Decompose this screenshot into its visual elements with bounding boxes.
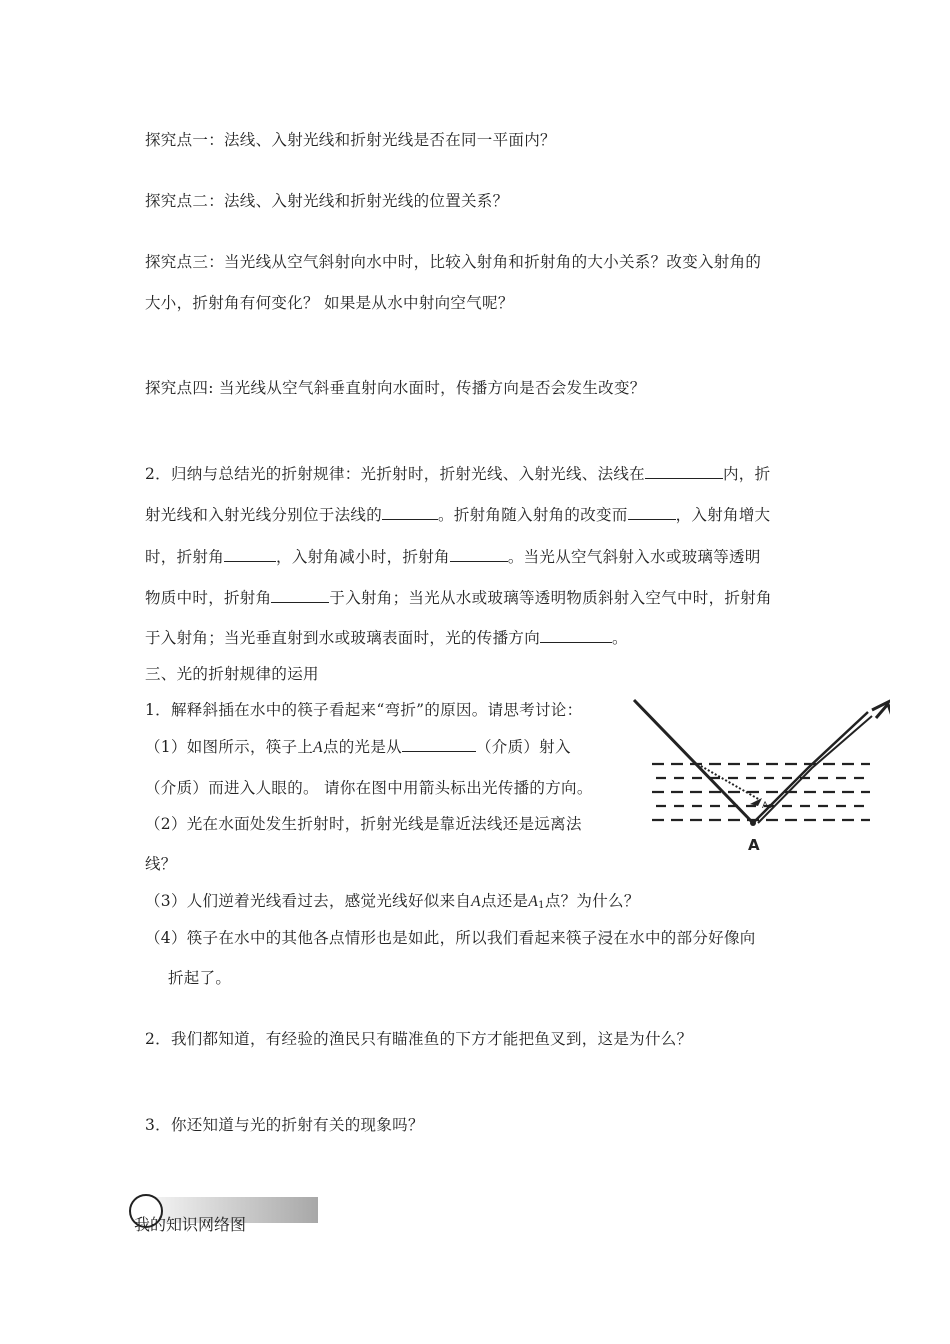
summary-text: 物质中时，折射角 <box>145 589 272 607</box>
summary-text: 。折射角随入射角的改变而 <box>438 506 628 524</box>
q-text: 点的光是从 <box>322 738 402 756</box>
knowledge-map-header <box>128 1192 318 1232</box>
knowledge-map-title: 我的知识网络图 <box>134 1215 247 1234</box>
summary-line-5 <box>145 626 628 648</box>
water-surface-dashes <box>652 764 870 820</box>
question-1-1-cont: （介质）而进入人眼的。 请你在图中用箭头标出光传播的方向。 <box>145 779 593 797</box>
summary-line-4 <box>145 586 772 608</box>
fill-blank[interactable] <box>628 504 676 520</box>
chopstick-refraction-figure <box>620 690 890 860</box>
fill-blank[interactable] <box>540 627 612 643</box>
question-1-2: （2）光在水面处发生折射时，折射光线是靠近法线还是远离法 <box>145 815 582 833</box>
summary-text: 射光线和入射光线分别位于法线的 <box>145 506 383 524</box>
q-text: （介质）射入 <box>475 738 571 756</box>
question-1: 1．解释斜插在水中的筷子看起来“弯折”的原因。请思考讨论： <box>145 701 583 719</box>
fill-blank[interactable] <box>645 463 723 479</box>
point-a-label: A <box>471 893 481 910</box>
fill-blank[interactable] <box>224 546 276 562</box>
summary-line-2 <box>145 503 770 525</box>
summary-text: ，入射角增大 <box>675 506 771 524</box>
question-1-1 <box>145 735 571 757</box>
point-a1-label: A <box>528 893 539 910</box>
fill-blank[interactable] <box>271 587 329 603</box>
apparent-point-mark <box>750 798 762 806</box>
q-text: （1）如图所示，筷子上 <box>145 738 314 756</box>
question-1-3 <box>145 889 640 911</box>
summary-text: 时，折射角 <box>145 548 225 566</box>
question-2: 2．我们都知道，有经验的渔民只有瞄准鱼的下方才能把鱼叉到，这是为什么？ <box>145 1030 693 1048</box>
explore-point-2: 探究点二：法线、入射光线和折射光线的位置关系？ <box>145 192 509 210</box>
summary-line-1 <box>145 462 770 484</box>
summary-text: 。当光从空气斜射入水或玻璃等透明 <box>507 548 761 566</box>
explore-point-4: 探究点四: 当光线从空气斜垂直射向水面时，传播方向是否会发生改变？ <box>145 379 646 397</box>
question-1-4: （4）筷子在水中的其他各点情形也是如此，所以我们看起来筷子浸在水中的部分好像向 <box>145 929 756 947</box>
figure-label-a: A <box>748 836 760 854</box>
question-1-2-cont: 线？ <box>145 855 177 873</box>
point-a-dot <box>750 820 756 826</box>
summary-text: 内，折 <box>722 465 771 483</box>
summary-text: 2．归纳与总结光的折射规律：光折射时，折射光线、入射光线、法线在 <box>145 465 645 483</box>
q-text: 点还是 <box>480 892 529 910</box>
question-3: 3．你还知道与光的折射有关的现象吗？ <box>145 1116 424 1134</box>
fill-blank[interactable] <box>402 736 476 752</box>
explore-point-3-line2: 大小，折射角有何变化？ 如果是从水中射向空气呢？ <box>145 294 514 312</box>
explore-point-3-line1: 探究点三：当光线从空气斜射向水中时，比较入射角和折射角的大小关系？改变入射角的 <box>145 253 762 271</box>
summary-text: 。 <box>612 629 628 647</box>
point-a1-subscript: 1 <box>538 900 545 911</box>
chopstick-line <box>634 700 753 823</box>
point-a-label: A <box>313 739 323 756</box>
figure-label-a1: A₁ <box>762 801 772 811</box>
summary-line-3 <box>145 545 761 567</box>
summary-text: ，入射角减小时，折射角 <box>276 548 450 566</box>
question-1-4-cont: 折起了。 <box>168 969 232 987</box>
fill-blank[interactable] <box>450 546 508 562</box>
explore-point-1: 探究点一：法线、入射光线和折射光线是否在同一平面内？ <box>145 131 556 149</box>
fill-blank[interactable] <box>382 504 438 520</box>
q-text: 点？为什么？ <box>544 892 640 910</box>
summary-text: 于入射角；当光垂直射到水或玻璃表面时，光的传播方向 <box>145 629 541 647</box>
q-text: （3）人们逆着光线看过去，感觉光线好似来自 <box>145 892 472 910</box>
section-3-heading: 三、光的折射规律的运用 <box>145 665 319 683</box>
summary-text: 于入射角；当光从水或玻璃等透明物质斜射入空气中时，折射角 <box>329 589 772 607</box>
eye-icon <box>872 700 890 718</box>
